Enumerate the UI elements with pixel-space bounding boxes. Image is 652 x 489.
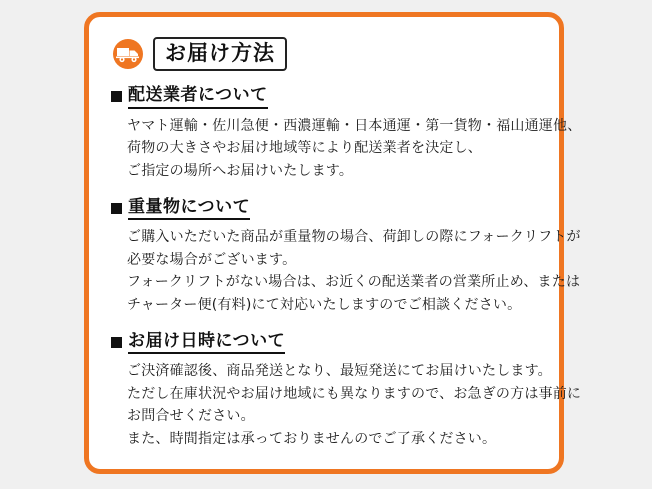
section-delivery-date-title: お届け日時について xyxy=(128,331,285,354)
body-line: 必要な場合がございます。 xyxy=(127,251,297,268)
body-line: ただし在庫状況やお届け地域にも異なりますので、お急ぎの方は事前に xyxy=(127,385,582,402)
section-carrier-title: 配送業者について xyxy=(128,85,268,108)
body-line: ご購入いただいた商品が重量物の場合、荷卸しの際にフォークリフトが xyxy=(127,228,581,245)
body-line: ご指定の場所へお届けいたします。 xyxy=(127,162,354,179)
square-bullet-icon xyxy=(111,337,122,348)
body-line: フォークリフトがない場合は、お近くの配送業者の営業所止め、または xyxy=(127,274,581,291)
section-heavy-items xyxy=(111,196,581,317)
square-bullet-icon xyxy=(111,203,122,214)
shipping-method-card xyxy=(84,12,582,474)
card-title-row xyxy=(111,37,541,71)
body-line: お問合せください。 xyxy=(127,408,255,425)
section-delivery-date-head xyxy=(111,331,541,354)
body-line: また、時間指定は承っておりませんのでご了承ください。 xyxy=(127,431,497,448)
section-carrier xyxy=(111,85,582,182)
section-delivery-date xyxy=(111,330,582,451)
section-delivery-date-body xyxy=(127,360,582,451)
section-heavy-items-title: 重量物について xyxy=(128,197,250,220)
section-heavy-items-head xyxy=(111,197,541,220)
body-line: ヤマト運輸・佐川急便・西濃運輸・日本通運・第一貨物・福山通運他、 xyxy=(127,117,582,134)
card-title: お届け方法 xyxy=(153,37,287,71)
section-carrier-head xyxy=(111,85,541,108)
square-bullet-icon xyxy=(111,91,122,102)
delivery-truck-icon xyxy=(111,39,145,69)
section-carrier-body xyxy=(127,115,582,183)
section-heavy-items-body xyxy=(127,226,581,317)
body-line: ご決済確認後、商品発送となり、最短発送にてお届けいたします。 xyxy=(127,363,552,380)
body-line: 荷物の大きさやお届け地域等により配送業者を決定し、 xyxy=(127,140,482,157)
body-line: チャーター便(有料)にて対応いたしますのでご相談ください。 xyxy=(127,296,522,313)
